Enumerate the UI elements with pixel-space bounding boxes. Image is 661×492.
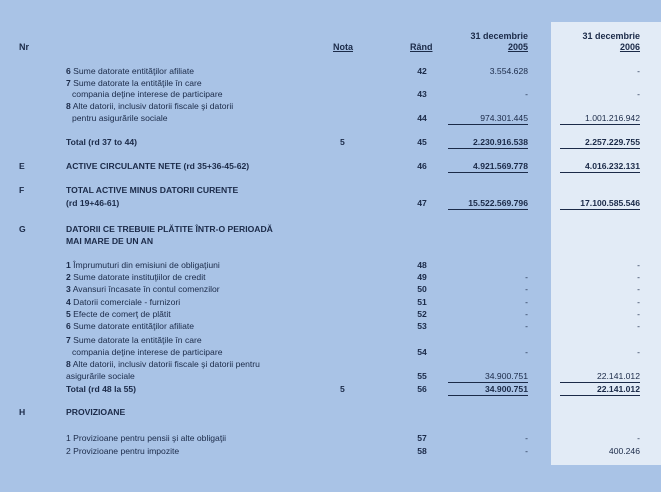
row-57-2006: - [637,433,640,443]
row-52-2006: - [637,309,640,319]
section-e-2005: 4.921.569.778 [473,161,528,171]
row-44-2005: 974.301.445 [480,113,528,123]
section-g-nr: G [19,224,26,234]
header-nr: Nr [19,42,30,52]
total-45-rand: 45 [417,137,427,147]
section-f-label: TOTAL ACTIVE MINUS DATORII CURENTE [66,185,239,195]
row-57-2005: - [525,433,528,443]
section-e-label: ACTIVE CIRCULANTE NETE (rd 35+36-45-62) [66,161,250,171]
row-55-2005: 34.900.751 [484,371,528,381]
row-54-2005: - [525,347,528,357]
row-53-2005: - [525,321,528,331]
row-49-2005: - [525,272,528,282]
row-53-rand: 53 [417,321,427,331]
section-h-nr: H [19,407,26,417]
row-49-2006: - [637,272,640,282]
row-44-rand: 44 [417,113,427,123]
total-56-2006-underline [560,395,640,396]
row-52-rand: 52 [417,309,427,319]
row-55-2006: 22.141.012 [596,371,640,381]
row-42-rand: 42 [417,66,427,76]
header-2005-line2: 2005 [507,42,528,52]
row-55-rand: 55 [417,371,427,381]
total-45-2005-underline [448,148,528,149]
section-e-nr: E [19,161,25,171]
header-2006-line2: 2006 [619,42,640,52]
row-58-2006: 400.246 [608,446,640,456]
row-42-2006: - [637,66,640,76]
header-rand: Rând [410,42,433,52]
row-50-2006: - [637,284,640,294]
row-50-label: 3 Avansuri încasate în contul comenzilor [66,284,220,294]
section-g-label-2: MAI MARE DE UN AN [66,236,154,246]
row-44-2006-underline [560,124,640,125]
total-45-2006: 2.257.229.755 [585,137,640,147]
section-f-nr: F [19,185,25,195]
row-58-label: 2 Provizioane pentru impozite [66,446,180,456]
row-50-rand: 50 [417,284,427,294]
row-53-2006: - [637,321,640,331]
row-44-2006: 1.001.216.942 [585,113,640,123]
row-51-label: 4 Datorii comerciale - furnizori [66,297,181,307]
total-45-2006-underline [560,148,640,149]
row-57-label: 1 Provizioane pentru pensii şi alte obligaţii [66,433,227,443]
section-f-2005-underline [448,209,528,210]
row-43-rand: 43 [417,89,427,99]
header-nota: Nota [333,42,353,52]
section-f-2005: 15.522.569.796 [468,198,528,208]
row-57-rand: 57 [417,433,427,443]
row-54-label: 7 Sume datorate la entităţile în care [66,335,202,345]
row-43-2006: - [637,89,640,99]
row-48-label: 1 Împrumuturi din emisiuni de obligaţiuni [66,260,220,270]
row-51-2005: - [525,297,528,307]
total-45-2005: 2.230.916.538 [473,137,528,147]
total-56-2006: 22.141.012 [596,384,640,394]
row-51-2006: - [637,297,640,307]
row-58-rand: 58 [417,446,427,456]
header-2006-line1: 31 decembrie [582,31,640,41]
row-51-rand: 51 [417,297,427,307]
row-49-rand: 49 [417,272,427,282]
row-42-2005: 3.554.628 [489,66,528,76]
row-48-2006: - [637,260,640,270]
row-43-label-2: compania deţine interese de participare [72,89,223,99]
row-54-rand: 54 [417,347,427,357]
section-f-rand: 47 [417,198,427,208]
row-48-rand: 48 [417,260,427,270]
header-2005-line1: 31 decembrie [470,31,528,41]
section-e-2006: 4.016.232.131 [585,161,640,171]
row-58-2005: - [525,446,528,456]
row-55-2006-underline [560,382,640,383]
section-e-2005-underline [448,172,528,173]
row-53-label: 6 Sume datorate entităţilor afiliate [66,321,195,331]
row-54-2006: - [637,347,640,357]
total-45-nota: 5 [340,137,345,147]
section-f-label-2: (rd 19+46-61) [66,198,120,208]
section-e-2006-underline [560,172,640,173]
section-h-label: PROVIZIOANE [66,407,126,417]
row-43-label: 7 Sume datorate la entităţile în care [66,78,202,88]
section-f-2006: 17.100.585.546 [580,198,640,208]
row-52-2005: - [525,309,528,319]
row-55-label: 8 Alte datorii, inclusiv datorii fiscale şi datorii pentru [66,359,260,369]
section-g-label: DATORII CE TREBUIE PLĂTITE ÎNTR-O PERIOADĂ [66,224,273,234]
total-56-rand: 56 [417,384,427,394]
row-55-2005-underline [448,382,528,383]
row-54-label-2: compania deţine interese de participare [72,347,223,357]
total-56-nota: 5 [340,384,345,394]
row-44-2005-underline [448,124,528,125]
row-44-label-2: pentru asigurările sociale [72,113,168,123]
total-56-label: Total (rd 48 la 55) [66,384,137,394]
row-55-label-2: asigurările sociale [66,371,135,381]
row-44-label: 8 Alte datorii, inclusiv datorii fiscale şi datorii [66,101,234,111]
row-49-label: 2 Sume datorate instituţiilor de credit [66,272,206,282]
row-43-2005: - [525,89,528,99]
section-e-rand: 46 [417,161,427,171]
row-52-label: 5 Efecte de comerţ de plătit [66,309,171,319]
total-56-2005-underline [448,395,528,396]
row-50-2005: - [525,284,528,294]
total-45-label: Total (rd 37 to 44) [66,137,137,147]
row-42-label: 6 Sume datorate entităţilor afiliate [66,66,195,76]
total-56-2005: 34.900.751 [484,384,528,394]
section-f-2006-underline [560,209,640,210]
